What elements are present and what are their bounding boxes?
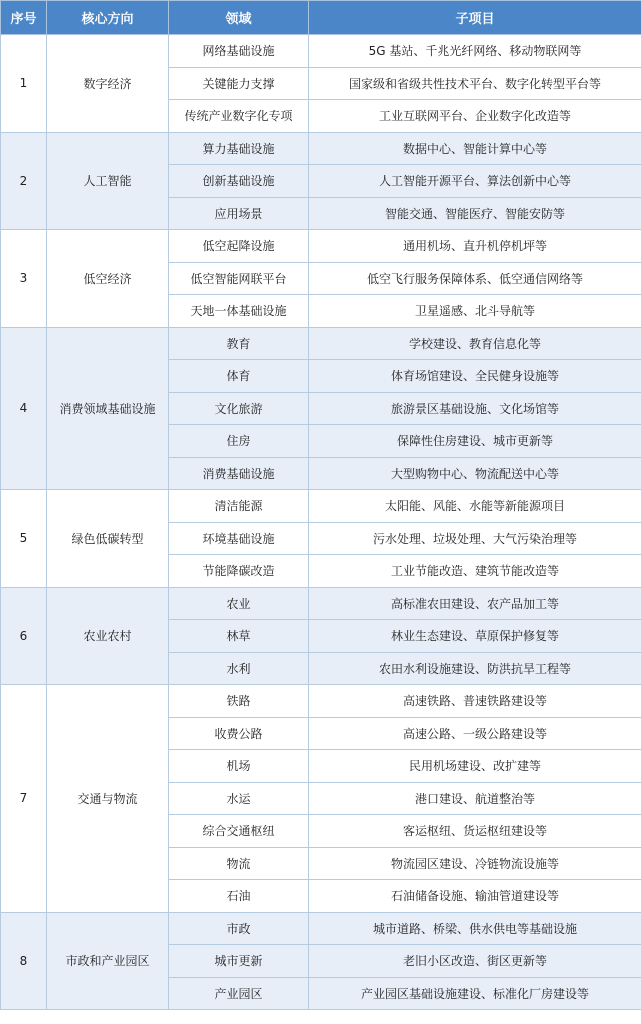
table-row [1, 35, 641, 68]
sub-project-cell: 高速公路、一级公路建设等 [309, 717, 641, 750]
table-row [1, 490, 641, 523]
core-direction: 绿色低碳转型 [47, 490, 169, 588]
sub-project-cell: 高速铁路、普速铁路建设等 [309, 685, 641, 718]
table-row [1, 230, 641, 263]
table-row [1, 132, 641, 165]
sub-project-cell: 城市道路、桥梁、供水供电等基础设施 [309, 912, 641, 945]
field-cell: 收费公路 [169, 717, 309, 750]
row-number: 8 [1, 912, 47, 1010]
field-cell: 算力基础设施 [169, 132, 309, 165]
sub-project-cell: 5G 基站、千兆光纤网络、移动物联网等 [309, 35, 641, 68]
sub-project-cell: 农田水利设施建设、防洪抗旱工程等 [309, 652, 641, 685]
header-row [1, 1, 641, 35]
field-cell: 消费基础设施 [169, 457, 309, 490]
sub-project-cell: 污水处理、垃圾处理、大气污染治理等 [309, 522, 641, 555]
table-row [1, 327, 641, 360]
core-direction: 消费领域基础设施 [47, 327, 169, 490]
sub-project-cell: 老旧小区改造、街区更新等 [309, 945, 641, 978]
sub-project-cell: 客运枢纽、货运枢纽建设等 [309, 815, 641, 848]
field-cell: 综合交通枢纽 [169, 815, 309, 848]
sub-project-cell: 太阳能、风能、水能等新能源项目 [309, 490, 641, 523]
sub-project-cell: 港口建设、航道整治等 [309, 782, 641, 815]
sub-project-cell: 国家级和省级共性技术平台、数字化转型平台等 [309, 67, 641, 100]
field-cell: 传统产业数字化专项 [169, 100, 309, 133]
group-3 [1, 230, 641, 328]
group-7 [1, 685, 641, 913]
field-cell: 天地一体基础设施 [169, 295, 309, 328]
row-number: 2 [1, 132, 47, 230]
field-cell: 市政 [169, 912, 309, 945]
sub-project-cell: 保障性住房建设、城市更新等 [309, 425, 641, 458]
header-sub: 子项目 [309, 1, 641, 35]
group-2 [1, 132, 641, 230]
sub-project-cell: 工业节能改造、建筑节能改造等 [309, 555, 641, 588]
sub-project-cell: 学校建设、教育信息化等 [309, 327, 641, 360]
row-number: 5 [1, 490, 47, 588]
field-cell: 住房 [169, 425, 309, 458]
sub-project-cell: 高标准农田建设、农产品加工等 [309, 587, 641, 620]
sub-project-cell: 低空飞行服务保障体系、低空通信网络等 [309, 262, 641, 295]
table-row [1, 685, 641, 718]
sub-project-cell: 产业园区基础设施建设、标准化厂房建设等 [309, 977, 641, 1010]
core-direction: 市政和产业园区 [47, 912, 169, 1010]
sub-project-cell: 林业生态建设、草原保护修复等 [309, 620, 641, 653]
sub-project-cell: 智能交通、智能医疗、智能安防等 [309, 197, 641, 230]
group-6 [1, 587, 641, 685]
header-field: 领域 [169, 1, 309, 35]
field-cell: 水运 [169, 782, 309, 815]
table-row [1, 912, 641, 945]
sub-project-cell: 大型购物中心、物流配送中心等 [309, 457, 641, 490]
group-8 [1, 912, 641, 1010]
core-direction: 人工智能 [47, 132, 169, 230]
field-cell: 机场 [169, 750, 309, 783]
field-cell: 创新基础设施 [169, 165, 309, 198]
field-cell: 网络基础设施 [169, 35, 309, 68]
sub-project-cell: 石油储备设施、输油管道建设等 [309, 880, 641, 913]
field-cell: 应用场景 [169, 197, 309, 230]
sub-project-cell: 通用机场、直升机停机坪等 [309, 230, 641, 263]
core-direction: 农业农村 [47, 587, 169, 685]
field-cell: 林草 [169, 620, 309, 653]
field-cell: 物流 [169, 847, 309, 880]
field-cell: 低空智能网联平台 [169, 262, 309, 295]
sub-project-cell: 工业互联网平台、企业数字化改造等 [309, 100, 641, 133]
header-no: 序号 [1, 1, 47, 35]
field-cell: 城市更新 [169, 945, 309, 978]
row-number: 1 [1, 35, 47, 133]
core-direction: 数字经济 [47, 35, 169, 133]
row-number: 7 [1, 685, 47, 913]
field-cell: 环境基础设施 [169, 522, 309, 555]
field-cell: 水利 [169, 652, 309, 685]
field-cell: 农业 [169, 587, 309, 620]
sub-project-cell: 物流园区建设、冷链物流设施等 [309, 847, 641, 880]
field-cell: 清洁能源 [169, 490, 309, 523]
field-cell: 关键能力支撑 [169, 67, 309, 100]
field-cell: 节能降碳改造 [169, 555, 309, 588]
sub-project-cell: 数据中心、智能计算中心等 [309, 132, 641, 165]
field-cell: 石油 [169, 880, 309, 913]
field-cell: 产业园区 [169, 977, 309, 1010]
table-row [1, 587, 641, 620]
group-1 [1, 35, 641, 133]
sub-project-cell: 民用机场建设、改扩建等 [309, 750, 641, 783]
core-direction: 交通与物流 [47, 685, 169, 913]
field-cell: 教育 [169, 327, 309, 360]
field-cell: 体育 [169, 360, 309, 393]
sub-project-cell: 人工智能开源平台、算法创新中心等 [309, 165, 641, 198]
sub-project-cell: 体育场馆建设、全民健身设施等 [309, 360, 641, 393]
header-direction: 核心方向 [47, 1, 169, 35]
row-number: 6 [1, 587, 47, 685]
field-cell: 文化旅游 [169, 392, 309, 425]
field-cell: 铁路 [169, 685, 309, 718]
field-cell: 低空起降设施 [169, 230, 309, 263]
row-number: 3 [1, 230, 47, 328]
sub-project-cell: 旅游景区基础设施、文化场馆等 [309, 392, 641, 425]
group-4 [1, 327, 641, 490]
core-direction: 低空经济 [47, 230, 169, 328]
sub-project-cell: 卫星遥感、北斗导航等 [309, 295, 641, 328]
group-5 [1, 490, 641, 588]
row-number: 4 [1, 327, 47, 490]
